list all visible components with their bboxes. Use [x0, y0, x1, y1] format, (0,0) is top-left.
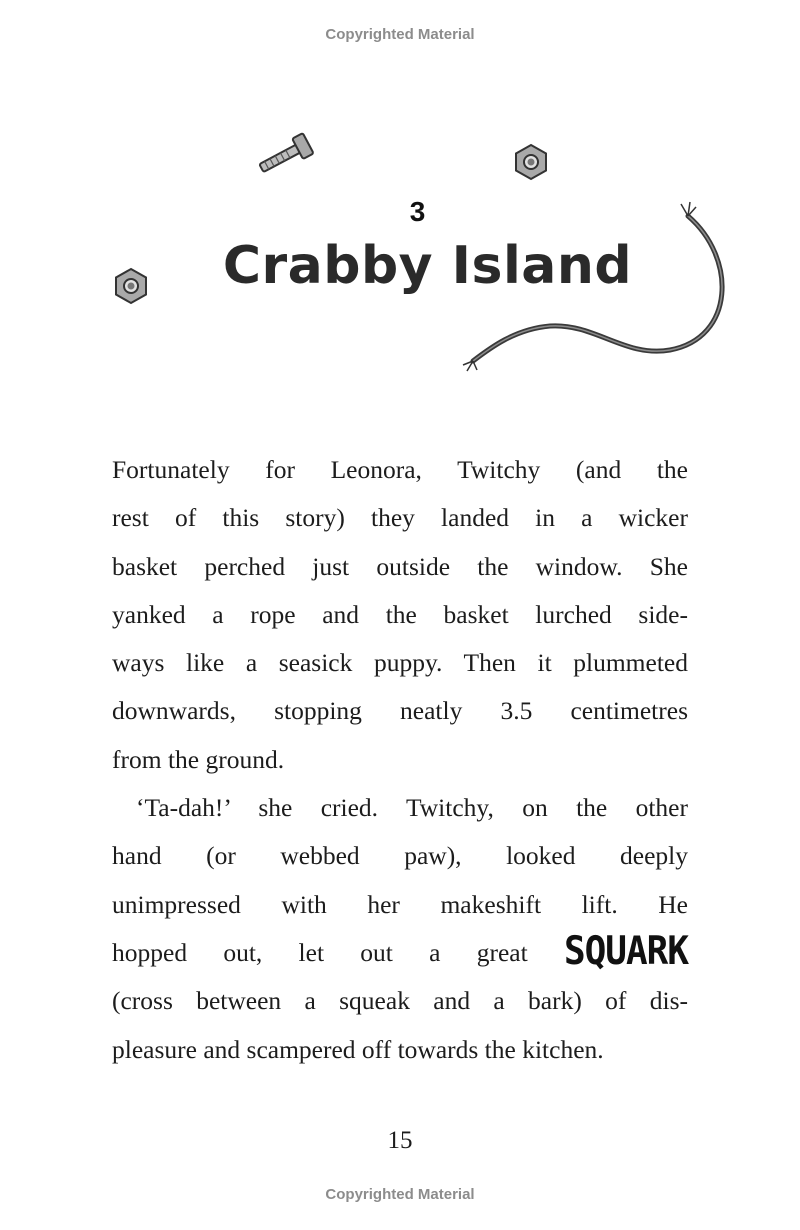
nut-icon [112, 267, 150, 305]
nut-icon [512, 143, 550, 181]
chapter-number: 3 [409, 196, 426, 227]
copyright-watermark-bottom: Copyrighted Material [325, 1186, 475, 1203]
copyright-watermark-top: Copyrighted Material [325, 26, 475, 43]
page-number: 15 [387, 1127, 413, 1154]
bolt-icon [250, 132, 320, 178]
body-text: Fortunately for Leonora, Twitchy (and the rest of this story) they landed in a wicker basket perched just outside the window. She yanked a rope and the basket lurched side- ways like a seasick puppy. Then it plummeted downwards, stopping neatly 3.5 centimetres from the ground. ‘Ta-dah!’ she cried. Twitchy, on the other hand (or webbed paw), looked deeply unimpressed with her makeshift lift. He hopped out, let out a great SQUARK (cross between a squeak and a bark) of dis- pleasure and scampered off towards the kitchen. [112, 446, 688, 1074]
paragraph-1: Fortunately for Leonora, Twitchy (and the [112, 455, 688, 484]
paragraph-2: ‘Ta-dah!’ she cried. Twitchy, on the other [136, 793, 688, 823]
sound-effect-squark: SQUARK [563, 928, 688, 974]
chapter-title: Crabby Island [222, 236, 633, 296]
